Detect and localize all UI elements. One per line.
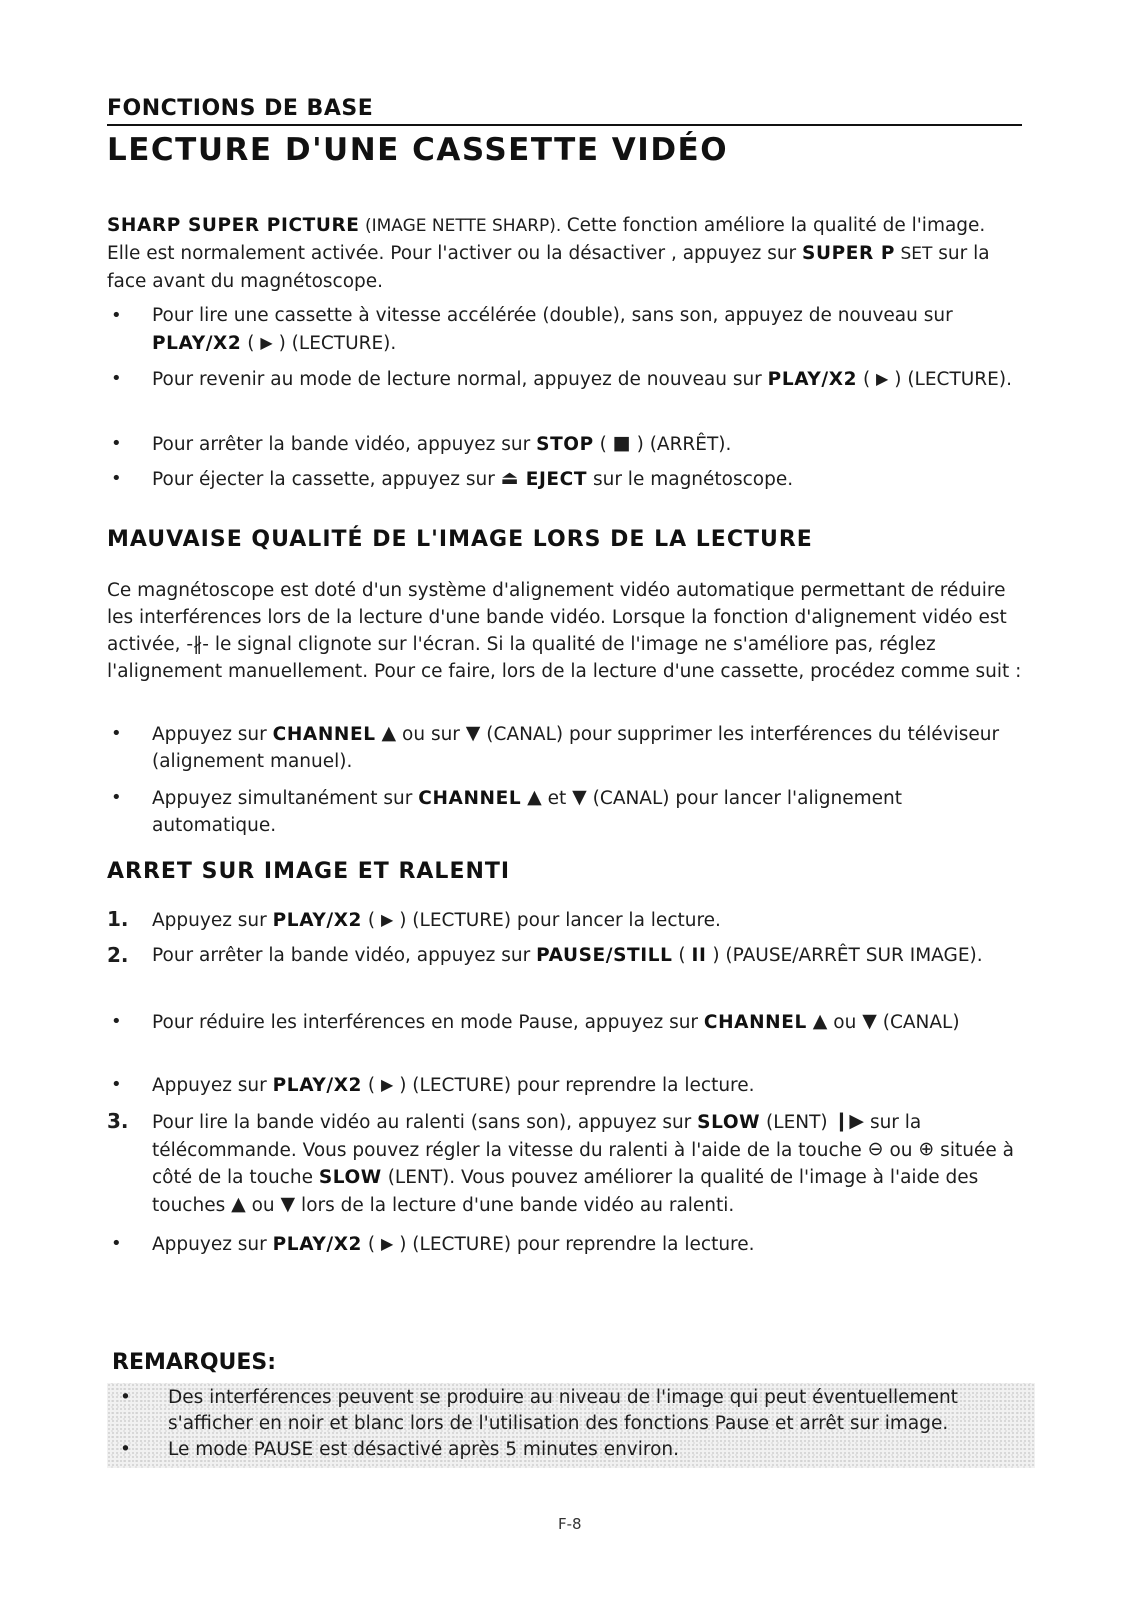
tracking-signal-icon: -∦- (186, 634, 209, 655)
list-item: • Pour arrêter la bande vidéo, appuyez sur STOP ( ■ ) (ARRÊT). (111, 432, 732, 455)
quality-paragraph: Ce magnétoscope est doté d'un système d'alignement vidéo automatique permettant de réduire les interférences lors de la lecture d'une bande vidéo. Lorsque la fonction d'alignement vidéo est activée, -∦- le signal clignote sur l'écran. Si la qualité de l'image ne s'améliore pas, réglez l'alignement manuellement. Pour ce faire, lors de la lecture d'une cassette, procédez comme suit : (107, 580, 1022, 682)
remarks-title: REMARQUES: (112, 1350, 277, 1375)
stop-icon: ■ (612, 432, 631, 454)
list-item: • Appuyez sur PLAY/X2 ( ▶ ) (LECTURE) pour reprendre la lecture. (107, 1071, 1027, 1099)
remark-text: Le mode PAUSE est désactivé après 5 minutes environ. (168, 1439, 680, 1460)
list-item: • Pour lire une cassette à vitesse accélérée (double), sans son, appuyez de nouveau sur PLAY/X2 ( ▶ ) (LECTURE). (107, 302, 1027, 357)
list-item: • Pour éjecter la cassette, appuyez sur ⏏ EJECT sur le magnétoscope. (111, 467, 794, 490)
pause-still-key: PAUSE/STILL (536, 945, 673, 966)
play-icon: ▶ (260, 333, 273, 352)
section-label: FONCTIONS DE BASE (107, 96, 374, 121)
play-key: PLAY/X2 (272, 910, 363, 931)
down-triangle-icon: ▼ (280, 1193, 296, 1215)
up-triangle-icon: ▲ (812, 1010, 828, 1032)
play-key: PLAY/X2 (272, 1075, 363, 1096)
step-number: 1. (107, 907, 129, 931)
item-text: Pour éjecter la cassette, appuyez sur (152, 469, 501, 490)
up-triangle-icon: ▲ (231, 1193, 246, 1215)
play-key: PLAY/X2 (272, 1234, 363, 1255)
super-p-key: SUPER P (802, 243, 896, 264)
play-icon: ▶ (381, 910, 394, 929)
bullet-marker: • (120, 1387, 131, 1408)
play-key: PLAY/X2 (767, 369, 858, 390)
page-title: LECTURE D'UNE CASSETTE VIDÉO (107, 132, 729, 168)
bullet-marker: • (111, 1233, 122, 1254)
super-p-key-rest: SET (895, 244, 933, 264)
list-item: • Pour revenir au mode de lecture normal, appuyez de nouveau sur PLAY/X2 ( ▶ ) (LECTURE). (107, 365, 1027, 393)
eject-key: EJECT (518, 469, 588, 490)
quality-heading: MAUVAISE QUALITÉ DE L'IMAGE LORS DE LA LECTURE (107, 527, 813, 552)
remark-text: Des interférences peuvent se produire au niveau de l'image qui peut éventuellement s'afficher en noir et blanc lors de l'utilisation des fonctions Pause et arrêt sur image. (168, 1387, 958, 1434)
step-number: 2. (107, 943, 129, 967)
remark-item (112, 1437, 1027, 1463)
list-item: • Appuyez sur CHANNEL ▲ ou sur ▼ (CANAL) pour supprimer les interférences du téléviseur (alignement manuel). (111, 722, 1000, 772)
bullet-marker: • (111, 305, 122, 326)
page-number: F-8 (558, 1515, 582, 1533)
item-text: Pour lire une cassette à vitesse accélérée (double), sans son, appuyez de nouveau sur (152, 305, 953, 326)
play-key: PLAY/X2 (152, 333, 242, 354)
play-icon: ▶ (381, 1075, 394, 1094)
bullet-marker: • (111, 787, 122, 808)
down-triangle-icon: ▼ (862, 1010, 877, 1032)
play-icon: ▶ (381, 1234, 394, 1253)
channel-key: CHANNEL (272, 724, 376, 745)
stop-key: STOP (536, 434, 594, 455)
bullet-marker: • (111, 433, 122, 454)
eject-icon: ⏏ (500, 467, 519, 489)
down-triangle-icon: ▼ (572, 786, 587, 808)
bullet-marker: • (111, 368, 122, 389)
bullet-marker: • (120, 1439, 131, 1460)
list-item: • Appuyez sur PLAY/X2 ( ▶ ) (LECTURE) pour reprendre la lecture. (107, 1230, 1027, 1258)
slow-play-icon: ❙▶ (833, 1110, 865, 1132)
feature-name: SHARP SUPER PICTURE (107, 215, 360, 236)
up-triangle-icon: ▲ (381, 722, 397, 744)
step-number: 3. (107, 1109, 129, 1133)
intro-text-1: Cette fonction améliore la qualité de l'image. Elle est normalement activée. Pour l'activer ou la désactiver , appuyez sur (107, 215, 986, 264)
list-item: 2. Pour arrêter la bande vidéo, appuyez sur PAUSE/STILL ( II ) (PAUSE/ARRÊT SUR IMAGE). (107, 943, 983, 967)
still-heading: ARRET SUR IMAGE ET RALENTI (107, 859, 511, 884)
channel-key: CHANNEL (418, 788, 522, 809)
up-triangle-icon: ▲ (527, 786, 542, 808)
bullet-marker: • (111, 723, 122, 744)
bullet-marker: • (111, 1074, 122, 1095)
item-text: Pour arrêter la bande vidéo, appuyez sur (152, 434, 537, 455)
pause-icon: II (691, 945, 707, 966)
down-triangle-icon: ▼ (465, 722, 481, 744)
play-icon: ▶ (876, 369, 889, 388)
remark-item (112, 1385, 1027, 1437)
slow-key: SLOW (697, 1112, 761, 1133)
item-text: Pour revenir au mode de lecture normal, appuyez de nouveau sur (152, 369, 768, 390)
feature-subtitle: (IMAGE NETTE SHARP). (359, 216, 567, 236)
channel-key: CHANNEL (703, 1012, 807, 1033)
intro-paragraph (107, 212, 1022, 295)
list-item: 1. Appuyez sur PLAY/X2 ( ▶ ) (LECTURE) pour lancer la lecture. (107, 907, 721, 931)
slow-key: SLOW (318, 1167, 382, 1188)
bullet-marker: • (111, 468, 122, 489)
minus-circle-icon: ⊖ (867, 1138, 884, 1160)
plus-circle-icon: ⊕ (918, 1138, 935, 1160)
intro-text-2: sur la face avant du magnétoscope. (107, 243, 990, 292)
bullet-marker: • (111, 1011, 122, 1032)
list-item: 3. Pour lire la bande vidéo au ralenti (sans son), appuyez sur SLOW (LENT) ❙▶ sur la télécommande. Vous pouvez régler la vitesse du ralenti à l'aide de la touche ⊖ ou ⊕ située à côté de la touche SLOW (LENT). Vous pouvez améliorer la qualité de l'image à l'aide des touches ▲ ou ▼ lors de la lecture d'une bande vidéo au ralenti. (107, 1109, 1014, 1216)
header-rule (107, 124, 1022, 126)
list-item: • Pour réduire les interférences en mode Pause, appuyez sur CHANNEL ▲ ou ▼ (CANAL) (111, 1010, 960, 1033)
list-item: • Appuyez simultanément sur CHANNEL ▲ et ▼ (CANAL) pour lancer l'alignement automatique. (111, 786, 902, 836)
